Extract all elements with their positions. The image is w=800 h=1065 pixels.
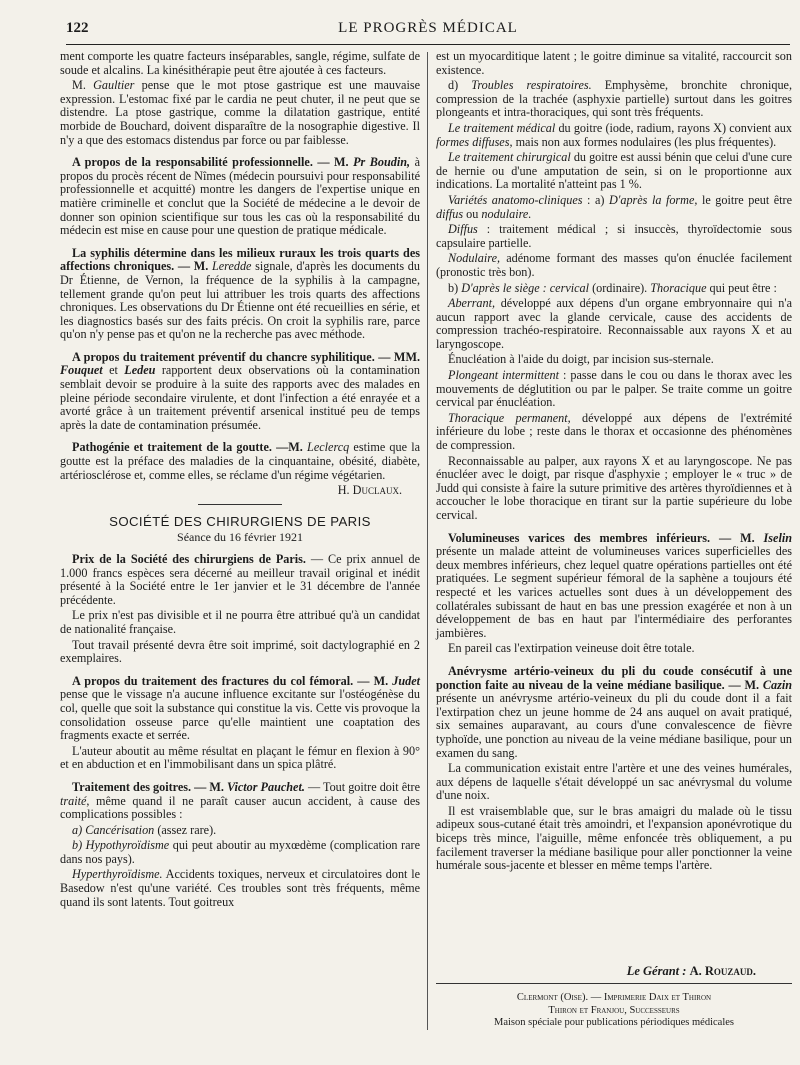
author-signature: H. Duclaux.	[337, 483, 402, 498]
paragraph: b) Hypothyroïdisme qui peut aboutir au myxœdème (complication rare dans nos pays).	[60, 838, 420, 866]
paragraph: Aberrant, développé aux dépens d'un organe embryonnaire qui n'a aucun rapport avec la glande cervicale, cause des accidents de compression trachéo-respiratoire. Reconnaissable aux rayons X et au laryngoscope.	[436, 296, 792, 351]
paragraph: d) Troubles respiratoires. Emphysème, bronchite chronique, compression de la trachée (asphyxie partielle) surtout dans les goitres plongeants et intra-thoraciques, qui sont très fréquents.	[436, 78, 792, 120]
paragraph: Pathogénie et traitement de la goutte. —M. Leclercq estime que la goutte est la préface des maladies de la cinquantaine, obésité, diabète, artériosclérose et, comme elles, se réclame d'un régime végétarien.	[60, 440, 420, 482]
paragraph: Le prix n'est pas divisible et il ne pourra être attribué qu'à un candidat de nationalité française.	[60, 608, 420, 636]
printer-line: Clermont (Oise). — Imprimerie Daix et Thiron	[516, 992, 712, 1003]
paragraph: Tout travail présenté devra être soit imprimé, soit dactylographié en 2 exemplaires.	[60, 637, 420, 666]
paragraph: a) Cancérisation (assez rare).	[72, 822, 217, 837]
paragraph: Le traitement médical du goitre (iode, radium, rayons X) convient aux formes diffuses, mais non aux formes nodulaires (les plus fréquentes).	[436, 120, 792, 149]
paragraph: Nodulaire, adénome formant des masses qu'on énuclée facilement (pronostic très bon).	[436, 251, 792, 279]
section-divider	[198, 504, 282, 505]
paragraph: ment comporte les quatre facteurs inséparables, sangle, régime, sulfate de soude et alcalins. La kinésithérapie peut être ajoutée à ces facteurs.	[60, 49, 420, 77]
paragraph: Volumineuses varices des membres inférieurs. — M. Iselin présente un malade atteint de volumineuses varices superficielles des deux membres inférieurs, chez lequel quatre opérations partielles ont été pratiquées. Le segment supérieur fémoral de la saphène a toujours été respecté et les varices actuelles sont dues à un développement des collatérales subissant de haut en bas une pression exagérée et non à un développement de bas en haut par l'intermédiaire des perforantes jambières.	[436, 530, 792, 640]
paragraph: est un myocarditique latent ; le goitre diminue sa vitalité, raccourcit son existence.	[436, 49, 792, 77]
paragraph: Diffus : traitement médical ; si insuccès, thyroïdectomie sous capsulaire partielle.	[436, 222, 792, 250]
paragraph: Reconnaissable au palper, aux rayons X et au laryngoscope. Ne pas énucléer avec le doigt, par risque d'asphyxie ; employer le « truc » de Judd qui consiste à faire la suture primitive des artères thyroïdiennes et à accoucher le lobe thoracique en tirant sur la partie supérieure du lobe cervical.	[436, 453, 792, 522]
paragraph: Thoracique permanent, développé aux dépens de l'extrémité inférieure du lobe ; reste dans le thorax et occasionne des phénomènes de compression.	[436, 410, 792, 453]
gerant-line: Le Gérant : A. Rouzaud.	[626, 964, 756, 978]
paragraph: Hyperthyroïdisme. Accidents toxiques, nerveux et circulatoires dont le Basedow n'est qu'une variété. Ces troubles sont très fréquents, même quand ils sont latents. Tout goitreux	[60, 867, 420, 909]
left-column	[60, 50, 420, 911]
paragraph: A propos du traitement préventif du chancre syphilitique. — MM. Fouquet et Ledeu rapportent deux observations où la contamination semblait devoir se produire à la suite des rapports avec des malades en pleine période secondaire virulente, et dont l'infection a été enrayée et a avorté grâce à un traitement préventif arsenical institué peu de temps après la date de contamination présumée.	[60, 349, 420, 432]
paragraph: A propos de la responsabilité professionnelle. — M. Pr Boudin, à propos du procès récent de Nîmes (médecin poursuivi pour responsabilité professionnelle et acquitté) montre les dangers de l'expertise unique en matière criminelle et conclut que la Société de médecine a le devoir de donner son opinion scientifique sur tous les cas où la responsabilité du médecin est mise en cause pour une question de pratique médicale.	[60, 155, 420, 238]
colophon	[436, 964, 792, 1030]
printer-tagline: Maison spéciale pour publications périodiques médicales	[494, 1017, 734, 1028]
paragraph: En pareil cas l'extirpation veineuse doit être totale.	[448, 641, 695, 656]
paragraph: L'auteur aboutit au même résultat en plaçant le fémur en flexion à 90° et en abduction et en l'immobilisant dans un spica plâtré.	[60, 743, 420, 772]
paragraph: M. Gaultier pense que le mot ptose gastrique est une mauvaise expression. L'estomac fixé par le cardia ne peut chuter, il ne peut que se distendre. La ptose gastrique, comme la dilatation gastrique, entité morbide de Bouchard, doivent disparaître de la nosographie digestive. Il n'y a que des estomacs distendus par force ou par faiblesse.	[60, 78, 420, 147]
printer-successors: Thiron et Franjou, Successeurs	[548, 1004, 680, 1016]
paragraph: Énucléation à l'aide du doigt, par incision sus-sternale.	[448, 352, 714, 367]
paragraph: Plongeant intermittent : passe dans le cou ou dans le thorax avec les mouvements de déglutition ou par le palper. Se traite comme un goitre cervical par énucléation.	[436, 368, 792, 410]
paragraph: La communication existait entre l'artère et une des veines humérales, aux dépens de laquelle s'était développé un sac anévrysmal du volume d'une noix.	[436, 761, 792, 803]
running-header	[66, 20, 790, 45]
paragraph: Anévrysme artério-veineux du pli du coude consécutif à une ponction faite au niveau de la veine médiane basilique. — M. Cazin présente un anévrysme artério-veineux du pli du coude dont il a fait l'extirpation chez un jeune homme de 24 ans auquel on avait pratiqué, six semaines auparavant, au cours d'une convalescence de fièvre typhoïde, une ponction au niveau de la veine médiane basilique, pour un examen du sang.	[436, 663, 792, 760]
paragraph: Le traitement chirurgical du goitre est aussi bénin que celui d'une cure de hernie ou d'une amputation de sein, si on le proportionne aux indications. La mortalité n'atteint pas 1 %.	[436, 150, 792, 192]
colophon-rule	[436, 983, 792, 984]
paragraph: La syphilis détermine dans les milieux ruraux les trois quarts des affections chroniques. — M. Leredde signale, d'après les documents du Dr Étienne, de Vernon, la fréquence de la syphilis à la campagne, tellement grande qu'on peut lui attribuer les trois quarts des affections chroniques. Les observations du Dr Étienne ont été recueillies en série, et les diagnostics basés sur des faits précis. On croit la syphilis rare, parce qu'on n'y pense pas et qu'on ne la recherche pas avec méthode.	[60, 245, 420, 342]
paragraph: Traitement des goitres. — M. Victor Pauchet. — Tout goitre doit être traité, même quand il ne paraît causer aucun accident, à cause des complications possibles :	[60, 779, 420, 822]
column-divider	[427, 52, 428, 1030]
paragraph: A propos du traitement des fractures du col fémoral. — M. Judet pense que le vissage n'a aucune influence excitante sur l'ostéogénèse du col, quelle que soit la substance qui constitue la vis. Cette vis provoque la consolidation osseuse parce qu'elle maintient une coaptation des fragments exacte et serrée.	[60, 673, 420, 743]
page-number: 122	[66, 20, 89, 36]
paragraph: Variétés anatomo-cliniques : a) D'après la forme, le goitre peut être diffus ou nodulaire.	[436, 192, 792, 221]
right-column	[436, 50, 792, 875]
paragraph: b) D'après le siège : cervical (ordinaire). Thoracique qui peut être :	[448, 280, 777, 295]
paragraph: Il est vraisemblable que, sur le bras amaigri du malade où le tissu adipeux sous-cutané était très amoindri, et l'expansion aponévrotique du biceps très mince, l'aiguille, même enfoncée très obliquement, a pu facilement traverser la médiane basilique pour aller ponctionner la veine humérale sous-jacente et blesser en même temps l'artère.	[436, 803, 792, 873]
section-date: Séance du 16 février 1921	[177, 530, 303, 545]
section-title: SOCIÉTÉ DES CHIRURGIENS DE PARIS	[109, 513, 371, 529]
paragraph: Prix de la Société des chirurgiens de Paris. — Ce prix annuel de 1.000 francs espèces sera décerné au meilleur travail original et inédit présenté à la Société entre le 1er janvier et le 31 décembre de l'année précédente.	[60, 552, 420, 607]
journal-title: LE PROGRÈS MÉDICAL	[338, 20, 518, 36]
